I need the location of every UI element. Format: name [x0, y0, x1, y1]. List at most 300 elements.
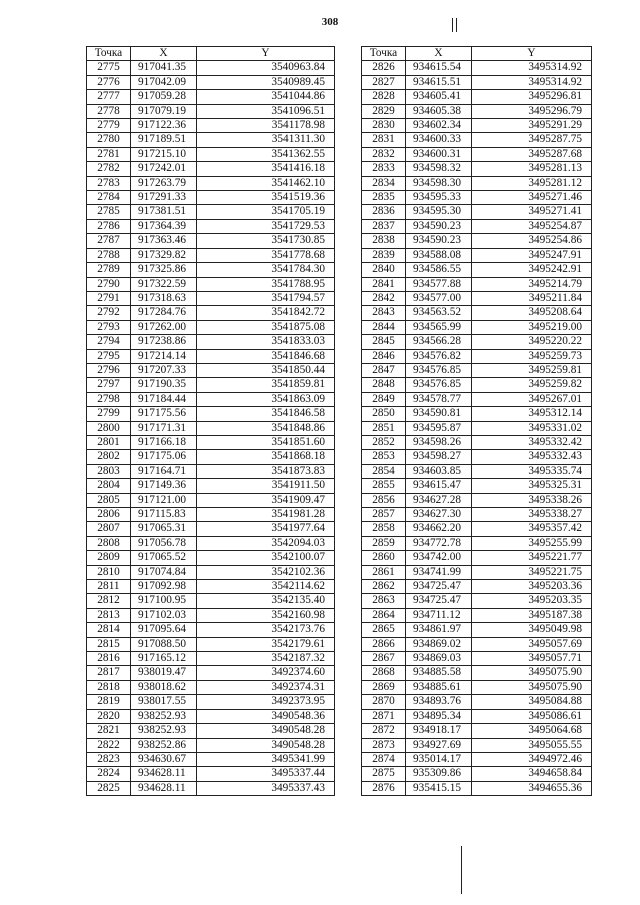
y-cell: 3495332.42 [472, 435, 592, 449]
point-cell: 2794 [87, 335, 131, 349]
y-cell: 3541362.55 [197, 147, 335, 161]
table-header-row [87, 47, 335, 61]
y-cell: 3495287.75 [472, 133, 592, 147]
table-row [87, 680, 335, 694]
x-cell: 917171.31 [131, 421, 197, 435]
table-row [87, 133, 335, 147]
x-cell: 938252.93 [131, 724, 197, 738]
column-header-x: X [406, 47, 472, 61]
y-cell: 3541909.47 [197, 493, 335, 507]
table-row [87, 407, 335, 421]
point-cell: 2846 [362, 349, 406, 363]
point-cell: 2799 [87, 407, 131, 421]
point-cell: 2865 [362, 623, 406, 637]
x-cell: 917215.10 [131, 147, 197, 161]
table-row [362, 781, 592, 795]
point-cell: 2860 [362, 551, 406, 565]
y-cell: 3495341.99 [197, 752, 335, 766]
x-cell: 934895.34 [406, 709, 472, 723]
point-cell: 2819 [87, 695, 131, 709]
x-cell: 934869.02 [406, 637, 472, 651]
point-cell: 2826 [362, 61, 406, 75]
table-row [362, 652, 592, 666]
table-row [87, 234, 335, 248]
y-cell: 3495055.55 [472, 738, 592, 752]
column-header-y: Y [472, 47, 592, 61]
table-row [87, 709, 335, 723]
x-cell: 917175.06 [131, 450, 197, 464]
point-cell: 2822 [87, 738, 131, 752]
point-cell: 2852 [362, 435, 406, 449]
y-cell: 3541846.58 [197, 407, 335, 421]
y-cell: 3495086.61 [472, 709, 592, 723]
table-body-right [362, 61, 592, 796]
point-cell: 2851 [362, 421, 406, 435]
column-header-x: X [131, 47, 197, 61]
table-row [362, 234, 592, 248]
table-row [87, 378, 335, 392]
x-cell: 917207.33 [131, 363, 197, 377]
y-cell: 3495271.41 [472, 205, 592, 219]
x-cell: 917122.36 [131, 119, 197, 133]
y-cell: 3541875.08 [197, 320, 335, 334]
y-cell: 3541846.68 [197, 349, 335, 363]
table-row [87, 335, 335, 349]
x-cell: 917263.79 [131, 176, 197, 190]
point-cell: 2820 [87, 709, 131, 723]
x-cell: 934586.55 [406, 263, 472, 277]
y-cell: 3495221.75 [472, 565, 592, 579]
table-row [87, 90, 335, 104]
point-cell: 2829 [362, 104, 406, 118]
x-cell: 934605.38 [406, 104, 472, 118]
x-cell: 917079.19 [131, 104, 197, 118]
table-row [362, 666, 592, 680]
table-row [87, 623, 335, 637]
column-header-point: Точка [87, 47, 131, 61]
x-cell: 934927.69 [406, 738, 472, 752]
point-cell: 2804 [87, 479, 131, 493]
table-row [87, 594, 335, 608]
y-cell: 3495291.29 [472, 119, 592, 133]
point-cell: 2830 [362, 119, 406, 133]
y-cell: 3495211.84 [472, 291, 592, 305]
y-cell: 3490548.28 [197, 738, 335, 752]
x-cell: 934590.81 [406, 407, 472, 421]
y-cell: 3541863.09 [197, 392, 335, 406]
y-cell: 3495214.79 [472, 277, 592, 291]
point-cell: 2800 [87, 421, 131, 435]
point-cell: 2849 [362, 392, 406, 406]
x-cell: 934598.32 [406, 162, 472, 176]
table-row [362, 335, 592, 349]
y-cell: 3495281.13 [472, 162, 592, 176]
point-cell: 2867 [362, 652, 406, 666]
y-cell: 3541705.19 [197, 205, 335, 219]
table-row [362, 320, 592, 334]
table-row [87, 349, 335, 363]
x-cell: 934615.47 [406, 479, 472, 493]
y-cell: 3490548.28 [197, 724, 335, 738]
x-cell: 917149.36 [131, 479, 197, 493]
x-cell: 934605.41 [406, 90, 472, 104]
y-cell: 3541729.53 [197, 219, 335, 233]
table-row [362, 191, 592, 205]
point-cell: 2848 [362, 378, 406, 392]
point-cell: 2845 [362, 335, 406, 349]
y-cell: 3495271.46 [472, 191, 592, 205]
table-row [362, 219, 592, 233]
y-cell: 3495332.43 [472, 450, 592, 464]
point-cell: 2811 [87, 580, 131, 594]
table-row [87, 695, 335, 709]
y-cell: 3495338.27 [472, 508, 592, 522]
x-cell: 934566.28 [406, 335, 472, 349]
point-cell: 2856 [362, 493, 406, 507]
x-cell: 938018.62 [131, 680, 197, 694]
y-cell: 3495247.91 [472, 248, 592, 262]
y-cell: 3495287.68 [472, 147, 592, 161]
x-cell: 917364.39 [131, 219, 197, 233]
x-cell: 917284.76 [131, 306, 197, 320]
x-cell: 917381.51 [131, 205, 197, 219]
point-cell: 2808 [87, 536, 131, 550]
x-cell: 934603.85 [406, 464, 472, 478]
x-cell: 917175.56 [131, 407, 197, 421]
y-cell: 3541096.51 [197, 104, 335, 118]
table-row [362, 479, 592, 493]
y-cell: 3495325.31 [472, 479, 592, 493]
y-cell: 3495331.02 [472, 421, 592, 435]
y-cell: 3541873.83 [197, 464, 335, 478]
table-row [362, 767, 592, 781]
x-cell: 934576.85 [406, 378, 472, 392]
x-cell: 917242.01 [131, 162, 197, 176]
table-row [362, 306, 592, 320]
point-cell: 2798 [87, 392, 131, 406]
point-cell: 2840 [362, 263, 406, 277]
point-cell: 2828 [362, 90, 406, 104]
point-cell: 2825 [87, 781, 131, 795]
y-cell: 3541778.68 [197, 248, 335, 262]
point-cell: 2797 [87, 378, 131, 392]
table-row [87, 191, 335, 205]
table-row [87, 263, 335, 277]
point-cell: 2855 [362, 479, 406, 493]
x-cell: 934578.77 [406, 392, 472, 406]
table-row [87, 306, 335, 320]
point-cell: 2844 [362, 320, 406, 334]
x-cell: 934742.00 [406, 551, 472, 565]
point-cell: 2795 [87, 349, 131, 363]
x-cell: 917074.84 [131, 565, 197, 579]
y-cell: 3495220.22 [472, 335, 592, 349]
y-cell: 3495337.43 [197, 781, 335, 795]
table-row [362, 176, 592, 190]
column-header-y: Y [197, 47, 335, 61]
x-cell: 935014.17 [406, 752, 472, 766]
table-row [87, 392, 335, 406]
table-row [87, 464, 335, 478]
scan-mark-top [456, 18, 457, 32]
table-row [362, 104, 592, 118]
table-row [362, 147, 592, 161]
table-row [87, 320, 335, 334]
table-row [87, 666, 335, 680]
table-row [87, 248, 335, 262]
table-row [87, 551, 335, 565]
x-cell: 934600.31 [406, 147, 472, 161]
table-row [362, 75, 592, 89]
x-cell: 917100.95 [131, 594, 197, 608]
x-cell: 938252.86 [131, 738, 197, 752]
point-cell: 2818 [87, 680, 131, 694]
x-cell: 934602.34 [406, 119, 472, 133]
y-cell: 3542173.76 [197, 623, 335, 637]
y-cell: 3541311.30 [197, 133, 335, 147]
table-row [87, 479, 335, 493]
y-cell: 3495075.90 [472, 666, 592, 680]
coordinates-table-left [86, 46, 335, 796]
table-row [87, 724, 335, 738]
point-cell: 2787 [87, 234, 131, 248]
point-cell: 2857 [362, 508, 406, 522]
x-cell: 917363.46 [131, 234, 197, 248]
x-cell: 934741.99 [406, 565, 472, 579]
y-cell: 3495357.42 [472, 522, 592, 536]
table-row [362, 248, 592, 262]
y-cell: 3495203.36 [472, 580, 592, 594]
x-cell: 934600.33 [406, 133, 472, 147]
x-cell: 934576.82 [406, 349, 472, 363]
x-cell: 934662.20 [406, 522, 472, 536]
y-cell: 3494655.36 [472, 781, 592, 795]
x-cell: 934725.47 [406, 594, 472, 608]
x-cell: 934627.28 [406, 493, 472, 507]
y-cell: 3495296.81 [472, 90, 592, 104]
x-cell: 917214.14 [131, 349, 197, 363]
point-cell: 2837 [362, 219, 406, 233]
point-cell: 2817 [87, 666, 131, 680]
x-cell: 934598.27 [406, 450, 472, 464]
y-cell: 3495064.68 [472, 724, 592, 738]
table-row [362, 363, 592, 377]
point-cell: 2843 [362, 306, 406, 320]
point-cell: 2810 [87, 565, 131, 579]
table-row [362, 695, 592, 709]
y-cell: 3541850.44 [197, 363, 335, 377]
point-cell: 2827 [362, 75, 406, 89]
y-cell: 3541416.18 [197, 162, 335, 176]
point-cell: 2834 [362, 176, 406, 190]
table-row [87, 608, 335, 622]
y-cell: 3495242.91 [472, 263, 592, 277]
y-cell: 3495219.00 [472, 320, 592, 334]
point-cell: 2801 [87, 435, 131, 449]
y-cell: 3495084.88 [472, 695, 592, 709]
point-cell: 2821 [87, 724, 131, 738]
x-cell: 917166.18 [131, 435, 197, 449]
column-header-point: Точка [362, 47, 406, 61]
y-cell: 3541977.64 [197, 522, 335, 536]
x-cell: 917190.35 [131, 378, 197, 392]
x-cell: 934869.03 [406, 652, 472, 666]
y-cell: 3495259.82 [472, 378, 592, 392]
point-cell: 2866 [362, 637, 406, 651]
x-cell: 917291.33 [131, 191, 197, 205]
table-row [87, 738, 335, 752]
y-cell: 3541044.86 [197, 90, 335, 104]
page-number: 308 [321, 16, 339, 28]
point-cell: 2847 [362, 363, 406, 377]
point-cell: 2805 [87, 493, 131, 507]
point-cell: 2876 [362, 781, 406, 795]
point-cell: 2839 [362, 248, 406, 262]
x-cell: 934893.76 [406, 695, 472, 709]
table-row [87, 781, 335, 795]
x-cell: 935309.86 [406, 767, 472, 781]
y-cell: 3541784.30 [197, 263, 335, 277]
y-cell: 3542102.36 [197, 565, 335, 579]
table-row [362, 580, 592, 594]
table-row [362, 493, 592, 507]
y-cell: 3541462.10 [197, 176, 335, 190]
y-cell: 3495314.92 [472, 61, 592, 75]
y-cell: 3541848.86 [197, 421, 335, 435]
scan-mark-top [452, 18, 453, 32]
y-cell: 3540963.84 [197, 61, 335, 75]
y-cell: 3495208.64 [472, 306, 592, 320]
x-cell: 917262.00 [131, 320, 197, 334]
x-cell: 934595.87 [406, 421, 472, 435]
table-row [87, 580, 335, 594]
y-cell: 3492373.95 [197, 695, 335, 709]
point-cell: 2796 [87, 363, 131, 377]
table-row [362, 421, 592, 435]
x-cell: 917056.78 [131, 536, 197, 550]
table-row [362, 724, 592, 738]
x-cell: 934772.78 [406, 536, 472, 550]
point-cell: 2779 [87, 119, 131, 133]
x-cell: 934598.30 [406, 176, 472, 190]
y-cell: 3495075.90 [472, 680, 592, 694]
y-cell: 3492374.60 [197, 666, 335, 680]
table-row [362, 680, 592, 694]
y-cell: 3542179.61 [197, 637, 335, 651]
table-header-row [362, 47, 592, 61]
point-cell: 2861 [362, 565, 406, 579]
table-row [87, 291, 335, 305]
y-cell: 3542187.32 [197, 652, 335, 666]
table-row [87, 119, 335, 133]
point-cell: 2875 [362, 767, 406, 781]
x-cell: 934590.23 [406, 234, 472, 248]
y-cell: 3541794.57 [197, 291, 335, 305]
point-cell: 2809 [87, 551, 131, 565]
table-row [87, 565, 335, 579]
table-row [362, 565, 592, 579]
x-cell: 917092.98 [131, 580, 197, 594]
table-row [87, 176, 335, 190]
y-cell: 3542094.03 [197, 536, 335, 550]
y-cell: 3541851.60 [197, 435, 335, 449]
x-cell: 917115.83 [131, 508, 197, 522]
x-cell: 934628.11 [131, 781, 197, 795]
table-row [87, 435, 335, 449]
table-row [87, 493, 335, 507]
x-cell: 917042.09 [131, 75, 197, 89]
table-row [362, 291, 592, 305]
x-cell: 934565.99 [406, 320, 472, 334]
x-cell: 938019.47 [131, 666, 197, 680]
coordinates-table-right [361, 46, 592, 796]
x-cell: 917189.51 [131, 133, 197, 147]
y-cell: 3542114.62 [197, 580, 335, 594]
point-cell: 2831 [362, 133, 406, 147]
x-cell: 938252.93 [131, 709, 197, 723]
x-cell: 934577.88 [406, 277, 472, 291]
table-row [87, 752, 335, 766]
x-cell: 934725.47 [406, 580, 472, 594]
y-cell: 3495254.86 [472, 234, 592, 248]
table-row [87, 421, 335, 435]
table-row [87, 450, 335, 464]
point-cell: 2775 [87, 61, 131, 75]
point-cell: 2813 [87, 608, 131, 622]
point-cell: 2792 [87, 306, 131, 320]
table-row [87, 219, 335, 233]
table-row [362, 349, 592, 363]
table-row [87, 162, 335, 176]
y-cell: 3495203.35 [472, 594, 592, 608]
point-cell: 2781 [87, 147, 131, 161]
x-cell: 934885.58 [406, 666, 472, 680]
x-cell: 934885.61 [406, 680, 472, 694]
point-cell: 2850 [362, 407, 406, 421]
y-cell: 3495255.99 [472, 536, 592, 550]
x-cell: 917102.03 [131, 608, 197, 622]
point-cell: 2778 [87, 104, 131, 118]
y-cell: 3495057.69 [472, 637, 592, 651]
x-cell: 938017.55 [131, 695, 197, 709]
point-cell: 2873 [362, 738, 406, 752]
x-cell: 917184.44 [131, 392, 197, 406]
x-cell: 934628.11 [131, 767, 197, 781]
x-cell: 934563.52 [406, 306, 472, 320]
x-cell: 934595.33 [406, 191, 472, 205]
table-row [362, 464, 592, 478]
x-cell: 917121.00 [131, 493, 197, 507]
point-cell: 2786 [87, 219, 131, 233]
x-cell: 934590.23 [406, 219, 472, 233]
y-cell: 3495057.71 [472, 652, 592, 666]
y-cell: 3495267.01 [472, 392, 592, 406]
y-cell: 3541859.81 [197, 378, 335, 392]
point-cell: 2812 [87, 594, 131, 608]
point-cell: 2777 [87, 90, 131, 104]
point-cell: 2780 [87, 133, 131, 147]
table-body-left [87, 61, 335, 796]
point-cell: 2789 [87, 263, 131, 277]
point-cell: 2785 [87, 205, 131, 219]
table-row [362, 90, 592, 104]
x-cell: 934615.54 [406, 61, 472, 75]
point-cell: 2791 [87, 291, 131, 305]
point-cell: 2782 [87, 162, 131, 176]
table-row [362, 392, 592, 406]
y-cell: 3542135.40 [197, 594, 335, 608]
table-row [87, 205, 335, 219]
